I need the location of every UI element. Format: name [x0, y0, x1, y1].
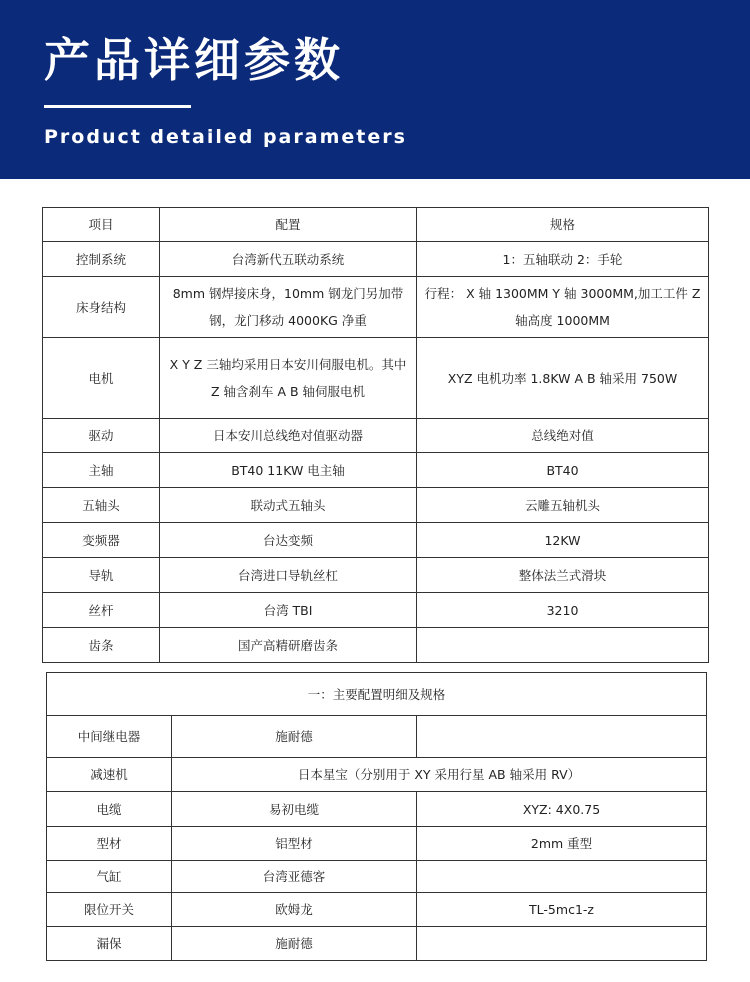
table-row [43, 558, 709, 593]
row-spec [417, 628, 709, 663]
header-banner [0, 0, 750, 179]
row-item: 五轴头 [43, 488, 160, 523]
row-item: 齿条 [43, 628, 160, 663]
table-row [47, 758, 707, 792]
row-item: 气缸 [47, 861, 172, 893]
table-row [43, 453, 709, 488]
row-spec: 1：五轴联动 2：手轮 [417, 242, 709, 277]
table-row [43, 277, 709, 338]
row-spec: 整体法兰式滑块 [417, 558, 709, 593]
table-row [47, 893, 707, 927]
row-spec [417, 927, 707, 961]
row-spec [417, 861, 707, 893]
header-spec: 规格 [417, 208, 709, 242]
page-title: 产品详细参数 [44, 33, 344, 87]
row-item: 减速机 [47, 758, 172, 792]
row-spec: XYZ 电机功率 1.8KW A B 轴采用 750W [417, 338, 709, 419]
row-item: 限位开关 [47, 893, 172, 927]
row-spec: TL-5mc1-z [417, 893, 707, 927]
row-spec: 行程： X 轴 1300MM Y 轴 3000MM,加工工件 Z 轴高度 1000MM [417, 277, 709, 338]
spec-table-main [42, 207, 709, 663]
table-row [47, 827, 707, 861]
table-row [43, 488, 709, 523]
row-spec: 云雕五轴机头 [417, 488, 709, 523]
row-config: 8mm 钢焊接床身，10mm 钢龙门另加带钢，龙门移动 4000KG 净重 [160, 277, 417, 338]
row-item: 电机 [43, 338, 160, 419]
row-spec: 3210 [417, 593, 709, 628]
row-config: 台达变频 [160, 523, 417, 558]
row-spec: BT40 [417, 453, 709, 488]
row-spec: 总线绝对值 [417, 419, 709, 453]
table-row [47, 861, 707, 893]
row-item: 控制系统 [43, 242, 160, 277]
row-config: 台湾进口导轨丝杠 [160, 558, 417, 593]
row-config: 日本安川总线绝对值驱动器 [160, 419, 417, 453]
row-item: 漏保 [47, 927, 172, 961]
table-row [43, 338, 709, 419]
row-config: 施耐德 [172, 716, 417, 758]
row-spec: 2mm 重型 [417, 827, 707, 861]
header-item: 项目 [43, 208, 160, 242]
row-spec [417, 716, 707, 758]
row-config: 台湾新代五联动系统 [160, 242, 417, 277]
table-row [47, 792, 707, 827]
table-row [47, 927, 707, 961]
row-config: 台湾 TBI [160, 593, 417, 628]
row-spec: XYZ: 4X0.75 [417, 792, 707, 827]
table-row [43, 593, 709, 628]
section-title-row [47, 673, 707, 716]
row-config: 联动式五轴头 [160, 488, 417, 523]
row-config: 易初电缆 [172, 792, 417, 827]
row-item: 导轨 [43, 558, 160, 593]
row-item: 中间继电器 [47, 716, 172, 758]
section-title: 一：主要配置明细及规格 [47, 673, 707, 716]
row-item: 床身结构 [43, 277, 160, 338]
page-subtitle: Product detailed parameters [44, 126, 407, 148]
spec-table-secondary [46, 672, 707, 961]
row-config: 铝型材 [172, 827, 417, 861]
row-config: 日本星宝（分别用于 XY 采用行星 AB 轴采用 RV） [172, 758, 707, 792]
header-config: 配置 [160, 208, 417, 242]
row-item: 驱动 [43, 419, 160, 453]
row-item: 丝杆 [43, 593, 160, 628]
row-config: 施耐德 [172, 927, 417, 961]
row-item: 型材 [47, 827, 172, 861]
table-row [43, 242, 709, 277]
row-item: 电缆 [47, 792, 172, 827]
table-row [43, 628, 709, 663]
table-header-row [43, 208, 709, 242]
row-config: 台湾亚德客 [172, 861, 417, 893]
row-config: BT40 11KW 电主轴 [160, 453, 417, 488]
title-divider [44, 105, 191, 108]
table-row [47, 716, 707, 758]
row-config: 国产高精研磨齿条 [160, 628, 417, 663]
table-row [43, 419, 709, 453]
row-spec: 12KW [417, 523, 709, 558]
row-config: X Y Z 三轴均采用日本安川伺服电机。其中 Z 轴含刹车 A B 轴伺服电机 [160, 338, 417, 419]
row-config: 欧姆龙 [172, 893, 417, 927]
table-row [43, 523, 709, 558]
row-item: 变频器 [43, 523, 160, 558]
row-item: 主轴 [43, 453, 160, 488]
